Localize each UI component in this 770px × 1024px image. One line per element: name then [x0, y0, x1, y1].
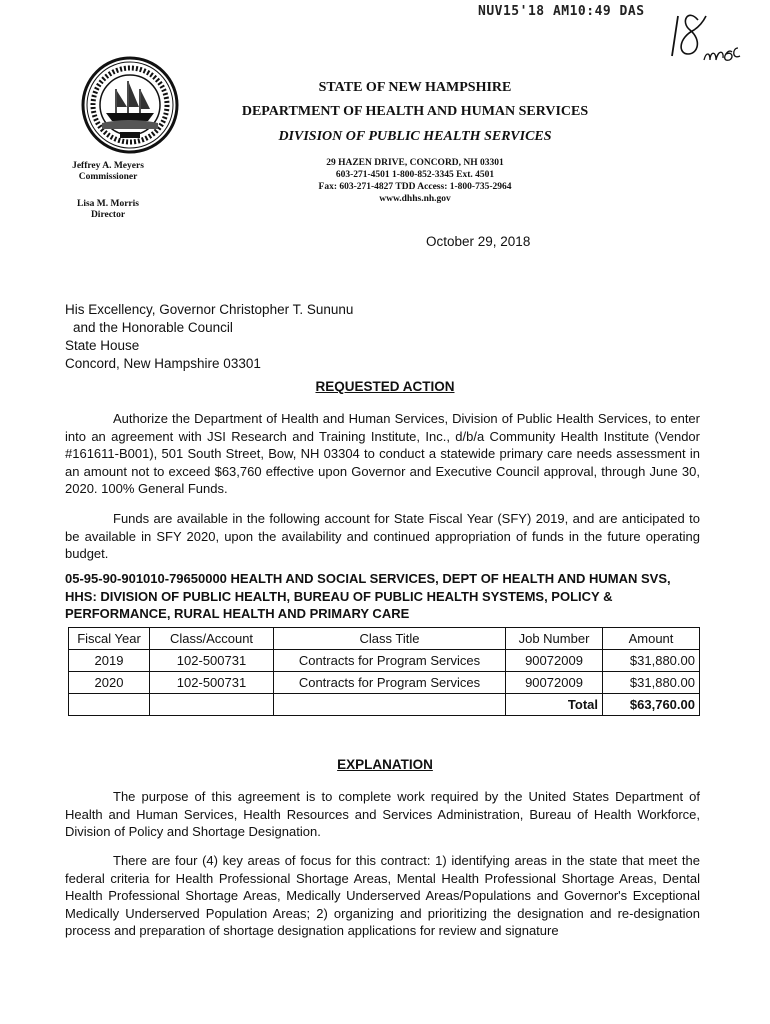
official-director — [48, 199, 168, 221]
col-amount: Amount — [603, 628, 700, 650]
letterhead-contact — [250, 157, 580, 205]
cell-amount: $31,880.00 — [603, 650, 700, 672]
cell-empty — [274, 694, 506, 716]
cell-job-number: 90072009 — [506, 672, 603, 694]
addressee-line: and the Honorable Council — [73, 320, 233, 335]
letterhead-state: STATE OF NEW HAMPSHIRE — [318, 80, 512, 95]
total-amount: $63,760.00 — [603, 694, 700, 716]
cell-fiscal-year: 2020 — [69, 672, 150, 694]
contact-address: 29 HAZEN DRIVE, CONCORD, NH 03301 — [326, 158, 504, 168]
cell-empty — [69, 694, 150, 716]
cell-class-account: 102-500731 — [150, 650, 274, 672]
letterhead-division: DIVISION OF PUBLIC HEALTH SERVICES — [278, 129, 552, 144]
letterhead-department: DEPARTMENT OF HEALTH AND HUMAN SERVICES — [241, 104, 589, 119]
funding-paragraph: Funds are available in the following account for State Fiscal Year (SFY) 2019, and are anticipated to be available in SFY 2020, upon the availability and continued appropriation of funds in the future operating budget. — [65, 511, 700, 561]
table-total-row — [69, 694, 700, 716]
explanation-heading: EXPLANATION — [337, 757, 433, 772]
col-job-number: Job Number — [506, 628, 603, 650]
col-class-account: Class/Account — [150, 628, 274, 650]
cell-class-title: Contracts for Program Services — [274, 650, 506, 672]
contact-fax: Fax: 603-271-4827 TDD Access: 1-800-735-2964 — [318, 182, 512, 192]
table-row — [69, 672, 700, 694]
cell-fiscal-year: 2019 — [69, 650, 150, 672]
official-commissioner — [48, 161, 168, 183]
requested-action-paragraph: Authorize the Department of Health and Human Services, Division of Public Health Services, to enter into an agreement with JSI Research and Training Institute, Inc., d/b/a Community Health Institute (Vendor #161611-B001), 501 South Street, Bow, NH 03304 to conduct a statewide primary care needs assessment in an amount not to exceed $63,760 effective upon Governor and Executive Council approval, through June 30, 2020. 100% General Funds. — [65, 411, 700, 496]
total-label: Total — [506, 694, 603, 716]
received-stamp: NUV15'18 AM10:49 DAS — [478, 4, 645, 19]
addressee-line: Concord, New Hampshire 03301 — [65, 356, 261, 371]
fund-table — [68, 627, 700, 716]
handwritten-annotation — [668, 8, 753, 78]
official-title: Director — [90, 210, 126, 220]
focus-areas-paragraph: There are four (4) key areas of focus for this contract: 1) identifying areas in the state that meet the federal criteria for Health Professional Shortage Areas, Mental Health Professional Shortage Areas, Dental Health Professional Shortage Areas, Medically Underserved Areas/Populations and Governor's Exceptional Medically Underserved Population Areas; 2) organizing and prioritizing the designation and re-designation process and preparation of shortage designation applications for review and signature — [65, 853, 700, 938]
cell-job-number: 90072009 — [506, 650, 603, 672]
account-title: 05-95-90-901010-79650000 HEALTH AND SOCIAL SERVICES, DEPT OF HEALTH AND HUMAN SVS, HHS: DIVISION OF PUBLIC HEALTH, BUREAU OF PUBLIC HEALTH SYSTEMS, POLICY & PERFORMANCE, RURAL HEALTH AND PRIMARY CARE — [65, 571, 671, 621]
explanation-paragraph: The purpose of this agreement is to complete work required by the United States Department of Health and Human Services, Health Resources and Services Administration, Bureau of Health Workforce, Division of Policy and Shortage Designation. — [65, 789, 700, 839]
state-seal-icon — [80, 55, 180, 155]
official-title: Commissioner — [78, 172, 138, 182]
cell-amount: $31,880.00 — [603, 672, 700, 694]
addressee-block — [65, 301, 353, 373]
col-class-title: Class Title — [274, 628, 506, 650]
contact-website: www.dhhs.nh.gov — [379, 194, 451, 204]
contact-phone: 603-271-4501 1-800-852-3345 Ext. 4501 — [335, 170, 495, 180]
letter-date: October 29, 2018 — [426, 234, 531, 249]
addressee-line: State House — [65, 338, 140, 353]
table-row — [69, 650, 700, 672]
requested-action-heading: REQUESTED ACTION — [315, 379, 455, 394]
cell-empty — [150, 694, 274, 716]
official-name: Lisa M. Morris — [76, 199, 139, 209]
addressee-line: His Excellency, Governor Christopher T. Sununu — [65, 302, 354, 317]
cell-class-title: Contracts for Program Services — [274, 672, 506, 694]
cell-class-account: 102-500731 — [150, 672, 274, 694]
official-name: Jeffrey A. Meyers — [72, 161, 144, 171]
table-header-row — [69, 628, 700, 650]
col-fiscal-year: Fiscal Year — [69, 628, 150, 650]
